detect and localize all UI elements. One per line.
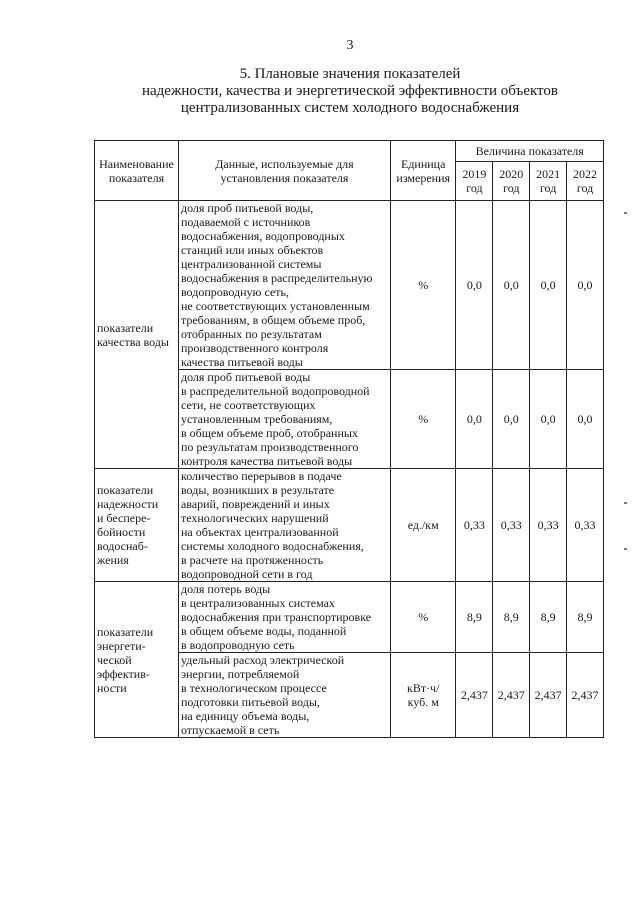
indicator-unit: ед./км [390,469,456,582]
indicator-unit: % [390,582,456,653]
header-year-2020: 2020 год [493,162,530,201]
indicator-description: удельный расход электрической энергии, потребляемой в технологическом процессе подготовки питьевой воды, на единицу объема воды, отпускаемой в сеть [178,653,390,738]
indicator-unit: % [390,201,456,370]
title-line: централизованных систем холодного водоснабжения [180,100,520,116]
indicator-description: доля проб питьевой воды, подаваемой с источников водоснабжения, водопроводных станций или иных объектов централизованной системы водоснабжения в распределительную водопроводную сеть, не соответствующих установленным требованиям, в общем объеме проб, отобранных по результатам производственного контроля качества питьевой воды [178,201,390,370]
table-row [95,201,604,370]
title-line: 5. Плановые значения показателей [239,66,461,82]
table-row [95,582,604,653]
value-2022: 0,0 [567,370,604,469]
header-year-2022: 2022 год [567,162,604,201]
value-2022: 8,9 [567,582,604,653]
scan-mark [624,502,627,504]
title-line: надежности, качества и энергетической эффективности объектов [141,83,558,99]
indicator-description: доля проб питьевой воды в распределительной водопроводной сети, не соответствующих установленным требованиям, в общем объеме проб, отобранных по результатам производственного контроля качества питьевой воды [178,370,390,469]
indicator-description: доля потерь воды в централизованных системах водоснабжения при транспортировке в общем объеме воды, поданной в водопроводную сеть [178,582,390,653]
group-name-reliability: показатели надежности и беспере- бойности водоснаб- жения [95,469,179,582]
value-2019: 2,437 [456,653,493,738]
value-2020: 2,437 [493,653,530,738]
group-name-quality: показатели качества воды [95,201,179,469]
value-2021: 8,9 [530,582,567,653]
value-2021: 0,33 [530,469,567,582]
group-name-energy-efficiency: показатели энергети- ческой эффектив- ности [95,582,179,738]
header-indicator-name: Наименование показателя [95,141,179,201]
page-number: 3 [346,38,354,53]
value-2022: 2,437 [567,653,604,738]
value-2019: 0,0 [456,201,493,370]
scan-mark [624,212,627,214]
document-title [0,66,640,117]
scan-mark [624,548,627,550]
value-2019: 0,0 [456,370,493,469]
value-2020: 0,0 [493,370,530,469]
header-unit: Единица измерения [390,141,456,201]
value-2021: 0,0 [530,201,567,370]
table-header-row [95,141,604,162]
header-source-data: Данные, используемые для установления показателя [178,141,390,201]
indicator-unit: кВт·ч/ куб. м [390,653,456,738]
value-2022: 0,33 [567,469,604,582]
value-2021: 2,437 [530,653,567,738]
header-value-group: Величина показателя [456,141,604,162]
indicators-table [94,140,604,738]
value-2021: 0,0 [530,370,567,469]
value-2020: 8,9 [493,582,530,653]
value-2019: 8,9 [456,582,493,653]
table-row [95,469,604,582]
indicator-description: количество перерывов в подаче воды, возникших в результате аварий, повреждений и иных технологических нарушений на объектах централизованной системы холодного водоснабжения, в расчете на протяженность водопроводной сети в год [178,469,390,582]
indicator-unit: % [390,370,456,469]
value-2020: 0,33 [493,469,530,582]
value-2022: 0,0 [567,201,604,370]
header-year-2021: 2021 год [530,162,567,201]
value-2019: 0,33 [456,469,493,582]
header-year-2019: 2019 год [456,162,493,201]
value-2020: 0,0 [493,201,530,370]
